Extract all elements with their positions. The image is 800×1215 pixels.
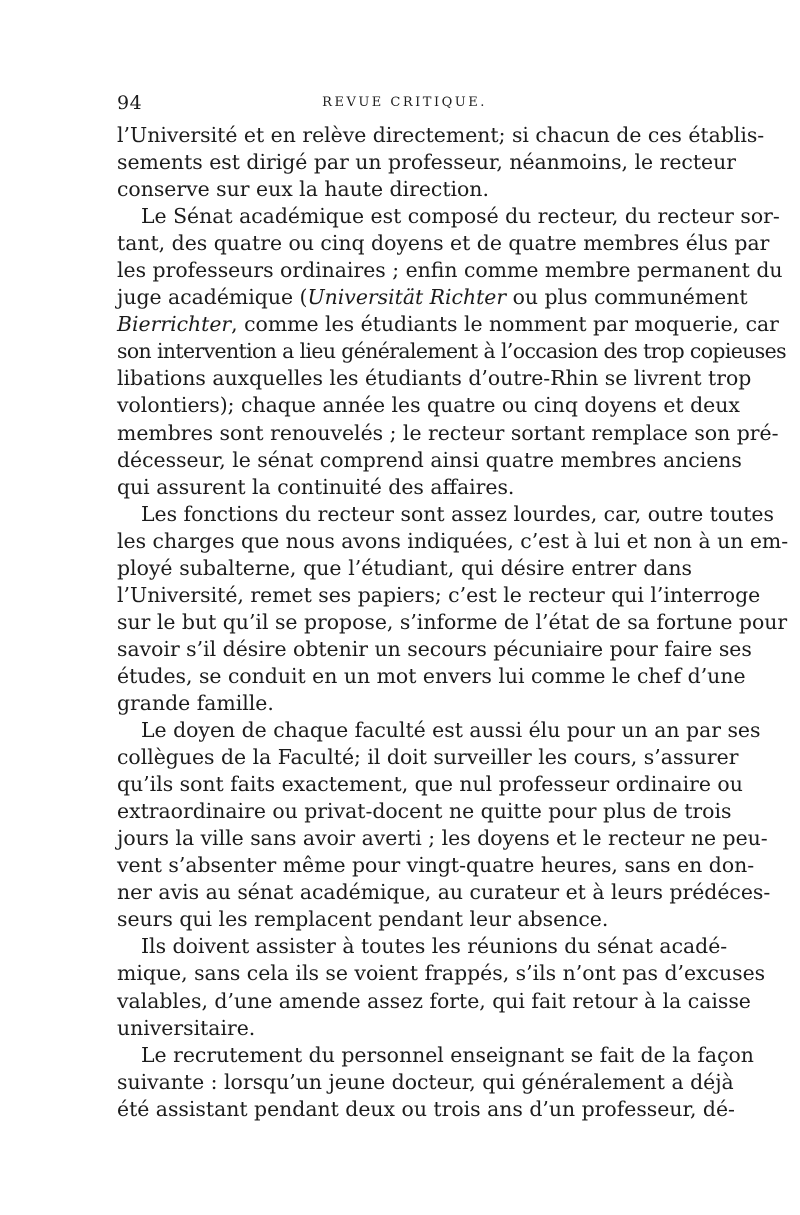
text-line: Bierrichter, comme les étudiants le nomment par moquerie, car	[117, 312, 779, 337]
text-line: vent s’absenter même pour vingt-quatre heures, sans en don-	[117, 853, 755, 878]
text-line: ner avis au sénat académique, au curateur et à leurs prédéces-	[117, 880, 771, 905]
paragraph	[117, 501, 789, 717]
paragraph	[117, 203, 786, 501]
text-line: libations auxquelles les étudiants d’outre-Rhin se livrent trop	[117, 366, 752, 391]
paragraph	[117, 933, 766, 1041]
text-line: les charges que nous avons indiquées, c’est à lui et non à un em-	[117, 528, 789, 553]
text-line: savoir s’il désire obtenir un secours pécuniaire pour faire ses	[117, 636, 752, 661]
paragraph	[117, 122, 765, 203]
text-line: sur le but qu’il se propose, s’informe de l’état de sa fortune pour	[117, 609, 788, 634]
text-line: qu’ils sont faits exactement, que nul professeur ordinaire ou	[117, 772, 743, 797]
text-line: Le doyen de chaque faculté est aussi élu pour un an par ses	[141, 718, 761, 743]
text-line: extraordinaire ou privat-docent ne quitte pour plus de trois	[117, 799, 732, 824]
text-line: seurs qui les remplacent pendant leur absence.	[117, 907, 609, 932]
text-line: études, se conduit en un mot envers lui comme le chef d’une	[117, 663, 746, 688]
text-line: Le Sénat académique est composé du recteur, du recteur sor-	[141, 204, 780, 229]
text-line: été assistant pendant deux ou trois ans d’un professeur, dé-	[117, 1096, 735, 1121]
text-line: valables, d’une amende assez forte, qui fait retour à la caisse	[117, 988, 751, 1013]
text-line: collègues de la Faculté; il doit surveiller les cours, s’assurer	[117, 745, 739, 770]
text-line: jours la ville sans avoir averti ; les doyens et le recteur ne peu-	[117, 826, 768, 851]
text-line: mique, sans cela ils se voient frappés, s’ils n’ont pas d’excuses	[117, 961, 766, 986]
paragraph	[117, 1042, 754, 1123]
text-line: tant, des quatre ou cinq doyens et de quatre membres élus par	[117, 231, 770, 256]
text-line: suivante : lorsqu’un jeune docteur, qui généralement a déjà	[117, 1069, 734, 1094]
body-text	[117, 122, 789, 1123]
text-line: l’Université, remet ses papiers; c’est le recteur qui l’interroge	[117, 582, 761, 607]
page-number: 94	[117, 92, 143, 114]
text-line: volontiers); chaque année les quatre ou cinq doyens et deux	[117, 393, 740, 418]
text-line: Les fonctions du recteur sont assez lourdes, car, outre toutes	[141, 501, 774, 526]
running-title: REVUE CRITIQUE.	[322, 95, 487, 110]
text-line: membres sont renouvelés ; le recteur sortant remplace son pré-	[117, 420, 779, 445]
text-line: ployé subalterne, que l’étudiant, qui désire entrer dans	[117, 555, 692, 580]
text-line: l’Université et en relève directement; si chacun de ces établis-	[117, 123, 765, 147]
text-line: décesseur, le sénat comprend ainsi quatre membres anciens	[117, 447, 742, 472]
text-line: juge académique (Universität Richter ou plus communément	[117, 285, 748, 310]
text-line: qui assurent la continuité des affaires.	[117, 474, 515, 499]
text-line: sements est dirigé par un professeur, néanmoins, le recteur	[117, 150, 736, 175]
text-line: Ils doivent assister à toutes les réunions du sénat acadé-	[141, 934, 728, 959]
paragraph	[117, 717, 771, 933]
text-line: les professeurs ordinaires ; enfin comme membre permanent du	[117, 258, 783, 283]
text-line: son intervention a lieu généralement à l’occasion des trop copieuses	[117, 339, 786, 364]
text-line: universitaire.	[117, 1015, 256, 1040]
page-header	[117, 92, 692, 118]
text-line: Le recrutement du personnel enseignant se fait de la façon	[141, 1042, 754, 1067]
text-line: conserve sur eux la haute direction.	[117, 177, 489, 202]
text-line: grande famille.	[117, 690, 274, 715]
